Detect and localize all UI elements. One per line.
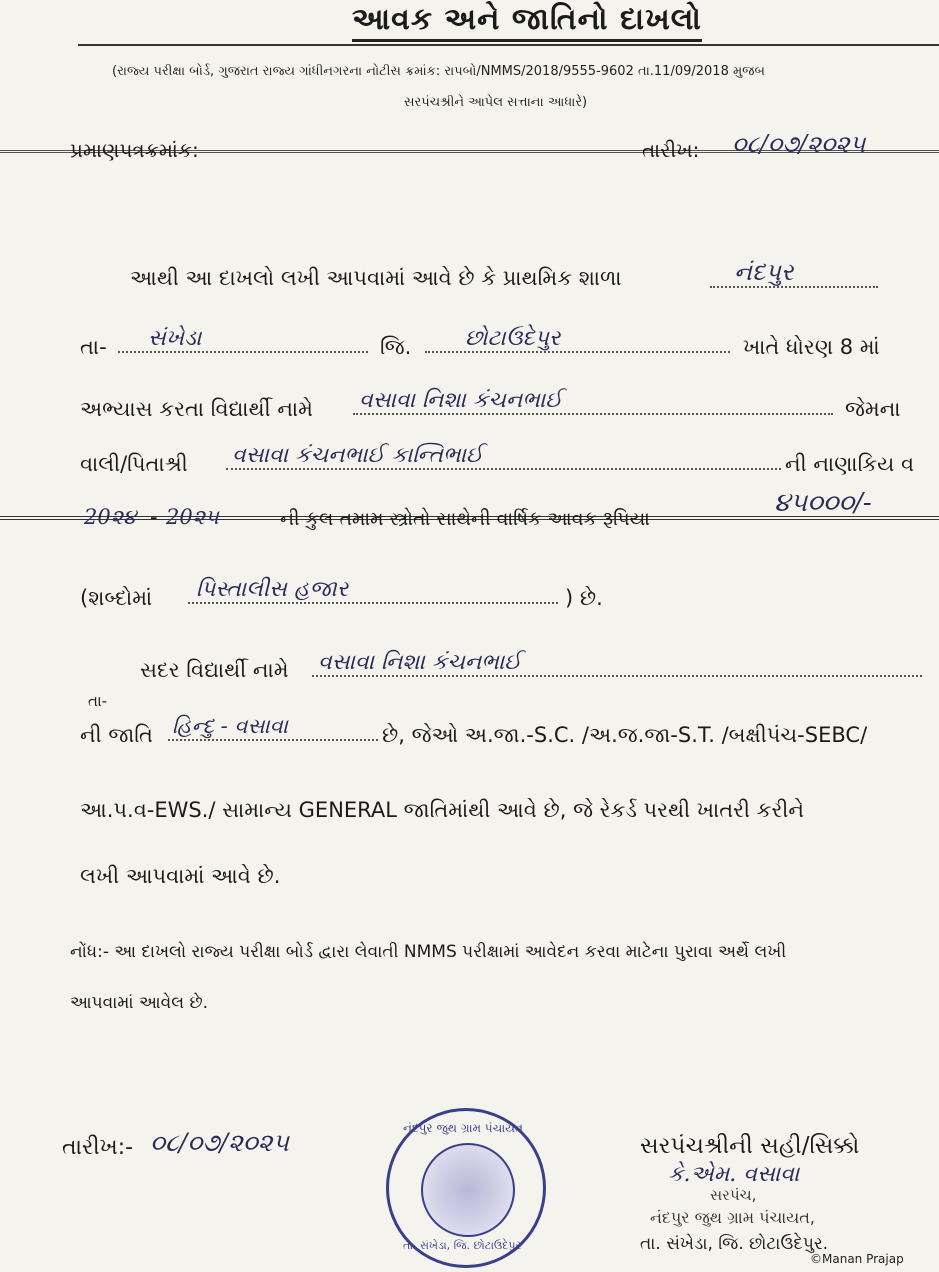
signature-label: સરપંચશ્રીની સહી/સિક્કો	[640, 1133, 860, 1159]
student-prefix-2: સદર વિદ્યાર્થી નામે	[140, 658, 289, 682]
student-prefix: અભ્યાસ કરતા વિદ્યાર્થી નામે	[80, 397, 313, 421]
whose-text: જેમના	[845, 397, 901, 421]
guardian-name-field	[226, 443, 781, 470]
taluka-prefix-2: તા-	[88, 692, 108, 710]
certificate-number-label: પ્રમાણપત્રક્રમાંક:	[70, 138, 199, 162]
district-value: છોટાઉદેપુર	[425, 326, 730, 353]
student-name-2-field	[312, 650, 922, 677]
guardian-prefix: વાલી/પિતાશ્રી	[80, 452, 188, 476]
financial-year-text: ની નાણાકિય વ	[785, 452, 915, 476]
district-field	[425, 326, 730, 353]
income-text: ની કુલ તમામ સ્ત્રોતો સાથેની વાર્ષિક આવક રૂપિયા	[280, 508, 650, 530]
title-divider	[78, 44, 939, 46]
sarpanch-title: સરપંચ,	[710, 1186, 757, 1204]
notice-line-1: (રાજ્ય પરીક્ષા બોર્ડ, ગુજરાત રાજ્ય ગાંધીનગરના નોટીસ ક્રમાંક: રાપબો/NMMS/2018/9555-9602 તા.11/09/2018 મુજબ	[112, 64, 765, 79]
taluka-prefix: તા-	[80, 335, 107, 359]
words-prefix: (શબ્દોમાં	[80, 586, 153, 610]
note-line-1: નોંધ:- આ દાખલો રાજ્ય પરીક્ષા બોર્ડ દ્વારા લેવાતી NMMS પરીક્ષામાં આવેદન કરવા માટેના પુરાવા અર્થે લખી	[70, 942, 787, 962]
stamp-top-text: નંદપુર જુથ ગ્રામ પંચાયત	[403, 1121, 523, 1135]
income-amount: ૪૫૦૦૦/-	[774, 488, 872, 518]
certificate-date-value: ૦૮/૦૭/૨૦૨૫	[732, 130, 866, 158]
footer-date-value: ૦૮/૦૭/૨૦૨૫	[150, 1128, 289, 1157]
signature: કે.એમ. વસાવા	[668, 1162, 800, 1187]
student-name: વસાવા નિશા કંચનભાઈ	[353, 388, 833, 415]
panchayat-address: તા. સંખેડા, જિ. છોટાઉદેપુર.	[640, 1234, 829, 1254]
amount-words-field	[188, 577, 558, 604]
student-name-2: વસાવા નિશા કંચનભાઈ	[312, 650, 922, 677]
certificate-title: આવક અને જાતિનો દાખલો	[352, 2, 702, 42]
year-to: 20૨૫	[166, 505, 219, 529]
watermark: ©Manan Prajap	[810, 1252, 904, 1266]
footer-date-label: તારીખ:-	[62, 1135, 134, 1160]
stamp-emblem	[421, 1143, 515, 1237]
year-from: 20૨૪	[84, 505, 137, 529]
amount-words: પિસ્તાલીસ હજાર	[188, 577, 558, 604]
caste-categories: છે, જેઓ અ.જા.-S.C. /અ.જ.જા-S.T. /બક્ષીપંચ-SEBC/	[382, 723, 868, 747]
caste-value: હિન્દુ - વસાવા	[168, 714, 378, 741]
standard-text: ખાતે ધોરણ 8 માં	[743, 335, 880, 359]
panchayat-name: નંદપુર જુથ ગ્રામ પંચાયત,	[650, 1208, 815, 1227]
school-name: નંદપુર	[710, 258, 878, 288]
stamp-bottom-text: તા. સંખેડા, જિ. છોટાઉદેપુર	[403, 1239, 522, 1252]
taluka-field	[118, 326, 368, 353]
school-name-field	[710, 258, 878, 288]
category-text: આ.પ.વ-EWS./ સામાન્ય GENERAL જાતિમાંથી આવે છે, જે રેકર્ડ પરથી ખાતરી કરીને	[80, 798, 805, 822]
taluka-value: સંખેડા	[118, 326, 368, 353]
notice-line-2: સરપંચશ્રીને આપેલ સત્તાના આધારે)	[404, 95, 588, 110]
caste-field	[168, 714, 378, 741]
certificate-date-label: તારીખ:	[642, 138, 700, 162]
words-suffix: ) છે.	[565, 586, 603, 610]
student-name-field	[353, 388, 833, 415]
intro-text: આથી આ દાખલો લખી આપવામાં આવે છે કે પ્રાથમિક શાળા	[130, 266, 622, 290]
guardian-name: વસાવા કંચનભાઈ કાન્તિભાઈ	[226, 443, 781, 470]
closing-text: લખી આપવામાં આવે છે.	[80, 864, 281, 888]
note-line-2: આપવામાં આવેલ છે.	[70, 993, 208, 1013]
district-prefix: જિ.	[380, 335, 412, 359]
certificate-page: આવક અને જાતિનો દાખલો (રાજ્ય પરીક્ષા બોર્ડ, ગુજરાત રાજ્ય ગાંધીનગરના નોટીસ ક્રમાંક: રાપબો/NMMS/2018/9555-9602 તા.11/09/2018 મુજબ સરપંચશ્રીને આપેલ સત્તાના આધારે) પ્રમાણપત્રક્રમાંક: તારીખ: ૦૮/૦૭/૨૦૨૫ આથી આ દાખલો લખી આપવામાં આવે છે કે પ્રાથમિક શાળા નંદપુર તા- સંખેડા જિ. છોટાઉદેપુર ખાતે ધોરણ 8 માં અભ્યાસ કરતા વિદ્યાર્થી નામે વસાવા નિશા કંચનભાઈ જેમના વાલી/પિતાશ્રી વસાવા કંચનભાઈ કાન્તિભાઈ ની નાણાકિય વ 20૨૪ - 20૨૫ ની કુલ તમામ સ્ત્રોતો સાથેની વાર્ષિક આવક રૂપિયા ૪૫૦૦૦/- (શબ્દોમાં પિસ્તાલીસ હજાર ) છે. સદર વિદ્યાર્થી નામે વસાવા નિશા કંચનભાઈ તા- ની જાતિ હિન્દુ - વસાવા છે, જેઓ અ.જા.-S.C. /અ.જ.જા-S.T. /બક્ષીપંચ-SEBC/ આ.પ.વ-EWS./ સામાન્ય GENERAL જાતિમાંથી આવે છે, જે રેકર્ડ પરથી ખાતરી કરીને લખી આપવામાં આવે છે. નોંધ:- આ દાખલો રાજ્ય પરીક્ષા બોર્ડ દ્વારા લેવાતી NMMS પરીક્ષામાં આવેદન કરવા માટેના પુરાવા અર્થે લખી આપવામાં આવેલ છે. તારીખ:- ૦૮/૦૭/૨૦૨૫ નંદપુર જુથ ગ્રામ પંચાયત તા. સંખેડા, જિ. છોટાઉદેપુર સરપંચશ્રીની સહી/સિક્કો કે.એમ. વસાવા સરપંચ, નંદપુર જુથ ગ્રામ પંચાયત, તા. સંખેડા, જિ. છોટાઉદેપુર. ©Manan Prajap	[0, 0, 939, 1272]
caste-prefix: ની જાતિ	[80, 723, 153, 747]
panchayat-stamp	[386, 1108, 546, 1268]
